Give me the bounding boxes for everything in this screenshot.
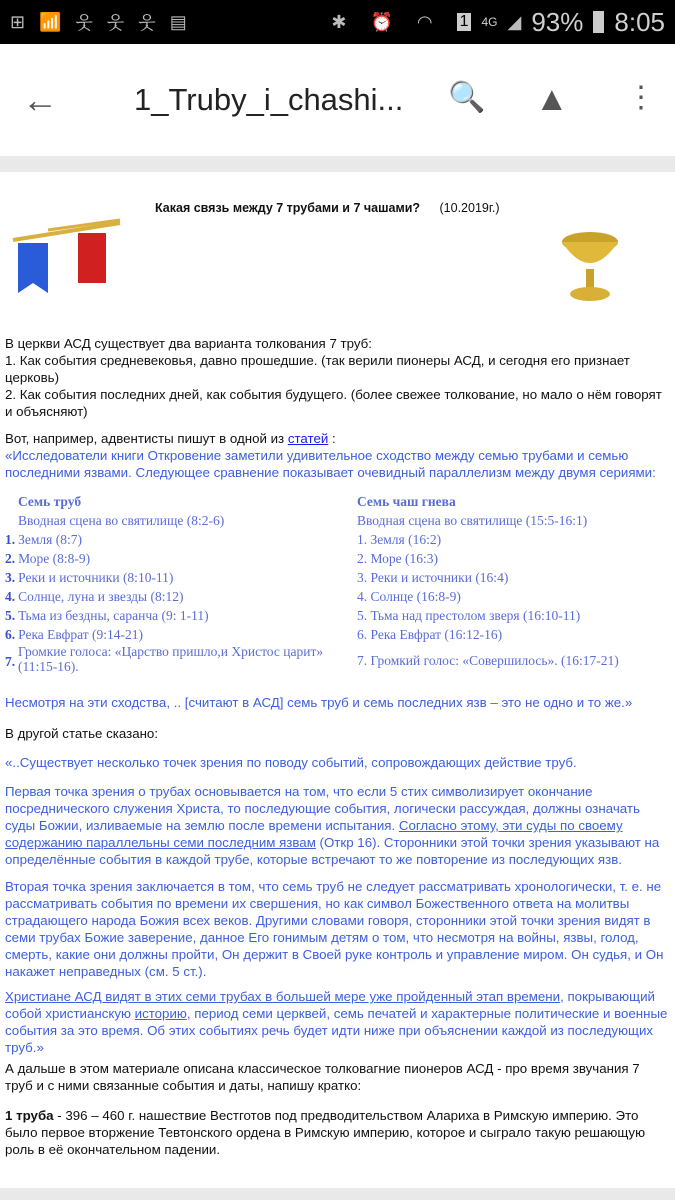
classic-interpretation-paragraph: А дальше в этом материале описана классическое толковагние пионеров АСД - про время звучания 7 труб и с ними связанные события и даты, напишу кратко:: [5, 1061, 640, 1093]
p3-underlined: Христиане АСД видят в этих семи трубах в большей мере уже пройденный этап времени: [5, 989, 561, 1004]
chalice-image: [555, 224, 625, 309]
sim-indicator: 1: [457, 13, 472, 31]
table-cell-bowl: 3. Реки и источники (16:4): [357, 570, 509, 585]
example-suffix: :: [328, 431, 336, 446]
table-header-trumpets: Семь труб: [18, 494, 82, 509]
p3-text: , покрывающий собой христианскую: [5, 989, 655, 1021]
table-cell-trumpet: [5, 532, 82, 548]
network-type: 4G: [481, 15, 498, 29]
table-cell-bowl: 1. Земля (16:2): [357, 532, 442, 547]
table-cell-trumpet: [5, 644, 324, 674]
trumpet-number: 1.: [5, 532, 16, 547]
wifi-question-icon: 📶: [39, 11, 62, 32]
trumpet-number: 6.: [5, 627, 16, 642]
more-options-icon[interactable]: ⋮: [626, 81, 656, 114]
table-cell: Вводная сцена во святилище (15:5-16:1): [357, 513, 588, 528]
bluetooth-icon: ✱: [331, 11, 347, 32]
p1-text-end: (Откр 16). Сторонники этой точки зрения указывают на определённые события в каждой трубе, которые встречают то же повторение из последующих язв.: [5, 835, 660, 867]
trumpet-number: 5.: [5, 608, 16, 623]
p3-text-end: , период семи церквей, семь печатей и характерные политические и военные события за это время. Об этих событиях речь будет идти ниже при объяснении каждой из последующих труб.»: [5, 1006, 668, 1055]
trumpet-number: 7.: [5, 654, 16, 669]
asd-view-paragraph: [5, 988, 669, 1056]
heading-text: Какая связь между 7 трубами и 7 чашами?: [155, 201, 421, 215]
example-text: Вот, например, адвентисты пишут в одной из: [5, 431, 288, 446]
trumpet-text: (11:15-16).: [18, 659, 79, 674]
doc-heading: [155, 200, 575, 217]
clock: 8:05: [614, 6, 665, 37]
articles-link[interactable]: статей: [287, 431, 329, 446]
trumpet-text: Море (8:8-9): [18, 551, 91, 566]
table-cell-bowl: 2. Море (16:3): [357, 551, 439, 566]
table-header-bowls: Семь чаш гнева: [357, 494, 456, 509]
back-arrow-icon[interactable]: ←: [22, 79, 58, 120]
ok-app-icon: 웃: [75, 13, 93, 33]
signal-icon: ◢: [507, 11, 522, 32]
p1-underlined: Согласно этому, эти суды по своему содержанию параллельны семи последним язвам: [5, 818, 623, 850]
table-cell-trumpet: [5, 589, 184, 605]
intro-line: 1. Как события средневековья, давно прошедшие. (так верили пионеры АСД, и сегодня его признает церковь): [5, 353, 630, 385]
table-cell-bowl: 7. Громкий голос: «Совершилось». (16:17-21): [357, 653, 619, 668]
other-article-text: В другой статье сказано:: [5, 726, 159, 741]
intro-line: 2. Как события последних дней, как события будущего. (более свежее толкование, но мало о нём говорят и объясняют): [5, 387, 662, 419]
wifi-icon: ◠: [416, 11, 433, 32]
ok-app-icon: 웃: [106, 13, 125, 33]
add-to-drive-icon[interactable]: ▲: [535, 80, 569, 118]
table-cell-trumpet: [5, 608, 209, 624]
find-in-document-icon[interactable]: 🔍: [448, 81, 486, 114]
example-paragraph: [5, 430, 669, 481]
trumpets-image: [8, 218, 123, 308]
trumpet-number: 3.: [5, 570, 16, 585]
ok-app-icon: 웃: [138, 13, 156, 33]
table-cell-trumpet: [5, 627, 143, 643]
trumpet-text: Земля (8:7): [18, 532, 82, 547]
quote-text: «Исследователи книги Откровение заметили удивительное сходство между семью трубами и семью последними язвами. Следующее сравнение показывает очевидный параллелизм между двумя сериями:: [5, 448, 656, 480]
notification-add-icon: ⊞: [10, 11, 26, 32]
document-title: 1_Truby_i_chashi...: [134, 82, 404, 117]
table-cell-bowl: 6. Река Евфрат (16:12-16): [357, 627, 503, 642]
alarm-icon: ⏰: [370, 11, 393, 32]
table-cell: Вводная сцена во святилище (8:2-6): [18, 513, 225, 528]
battery-percent: 93%: [531, 6, 584, 37]
trumpet-text: Громкие голоса: «Царство пришло,и Христос царит»: [18, 644, 324, 659]
trumpet-text: Тьма из бездны, саранча (9: 1-11): [18, 608, 209, 623]
app-bar: [0, 44, 675, 156]
intro-line: В церкви АСД существует два варианта толкования 7 труб:: [5, 336, 372, 351]
quote-end: Несмотря на эти сходства, .. [считают в АСД] семь труб и семь последних язв – это не одно и то же.»: [5, 695, 633, 710]
table-cell-bowl: 4. Солнце (16:8-9): [357, 589, 461, 604]
trumpet-text: Река Евфрат (9:14-21): [18, 627, 144, 642]
israel-hayom-icon: ▤: [169, 11, 187, 32]
first-view-paragraph: [5, 783, 669, 868]
table-cell-bowl: 5. Тьма над престолом зверя (16:10-11): [357, 608, 581, 623]
status-bar: [0, 0, 675, 44]
heading-date: (10.2019г.): [439, 201, 500, 215]
history-link[interactable]: историю: [134, 1006, 187, 1021]
document-page: [0, 172, 675, 1188]
trumpet-text: Солнце, луна и звезды (8:12): [18, 589, 184, 604]
first-trumpet-paragraph: [5, 1107, 669, 1158]
trumpet-number: 4.: [5, 589, 16, 604]
table-cell-trumpet: [5, 570, 173, 586]
trumpet-text: Реки и источники (8:10-11): [18, 570, 174, 585]
second-view-paragraph: Вторая точка зрения заключается в том, что семь труб не следует рассматривать хронологически, т. е. не рассматривать события по времени их свершения, но как символ Божественного ответа на молитвы страдающего народа Божия всех веков. Другими словами говоря, сторонники этой точки зрения видят в семи трубах Божие заверение, данное Его гонимым детям о том, что несмотря на войны, язвы, голод, смерть, какие они должны пройти, Он держит в Своей руке контроль и управление миром. Он судья, и Он накажет неправедных (см. 5 ст.).: [5, 879, 664, 979]
battery-icon: [593, 11, 604, 33]
trumpet-text-wrap: [18, 644, 323, 674]
p1-text: Первая точка зрения о трубах основывается на том, что если 5 стих символизирует окончание посреднического служения Христа, то последующие события, логически рассуждая, должны означать суды Божии, изливаемые на землю после времени испытания.: [5, 784, 640, 833]
intro-paragraph: [5, 335, 669, 420]
quote2-start: «..Существует несколько точек зрения по поводу событий, сопровождающих действие труб.: [5, 755, 577, 770]
first-trumpet-label: 1 труба: [5, 1108, 54, 1123]
table-cell-trumpet: [5, 551, 90, 567]
trumpet-number: 2.: [5, 551, 16, 566]
first-trumpet-text: - 396 – 460 г. нашествие Вестготов под предводительством Алариха в Римскую империю. Это было первое вторжение Тевтонского ордена в Римскую империю, которое и сыграло такую решающую роль в её окончательном падении.: [5, 1108, 646, 1157]
